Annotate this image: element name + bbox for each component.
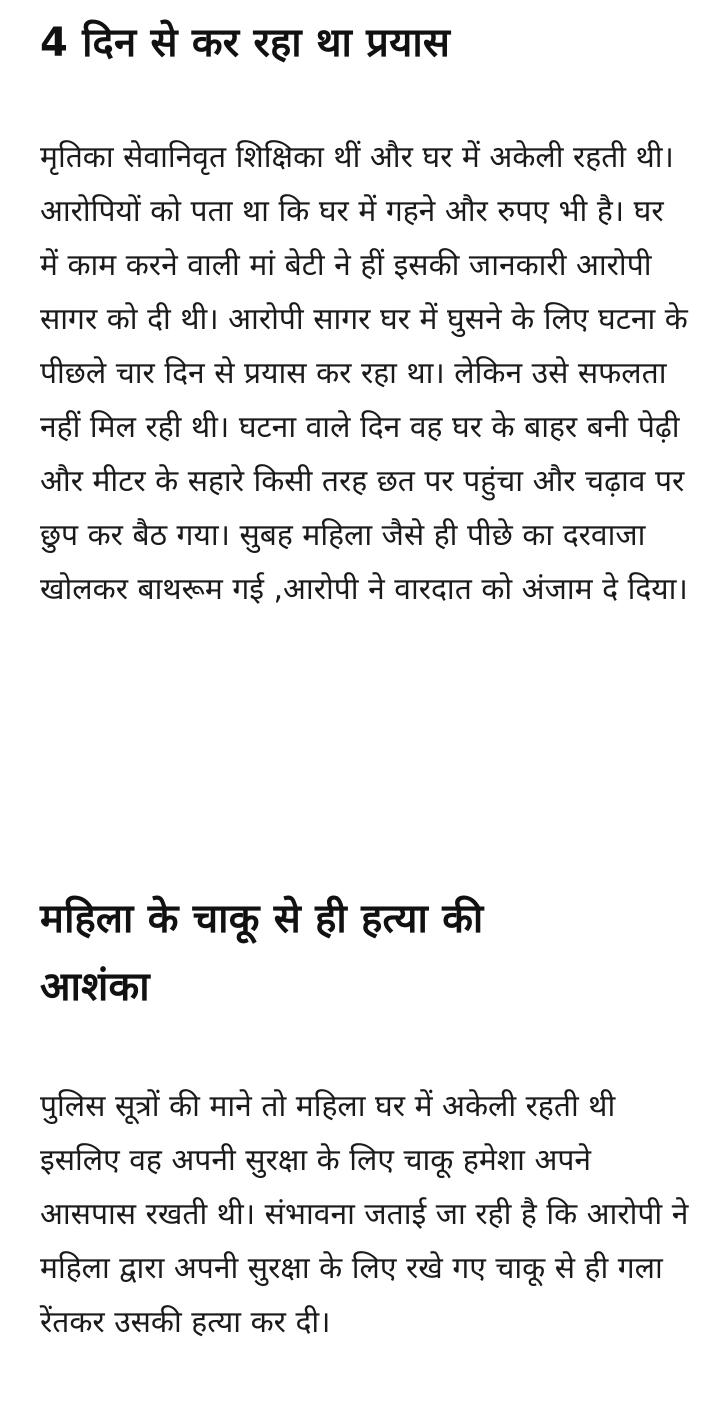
section-paragraph-knife: पुलिस सूत्रों की माने तो महिला घर में अकेली रहती थी इसलिए वह अपनी सुरक्षा के लिए चाकू हमेशा अपने आसपास रखती थी। संभावना जताई जा रही है कि आरोपी ने महिला द्वारा अपनी सुरक्षा के लिए रखे गए चाकू से ही गला रेंतकर उसकी हत्या कर दी। — [40, 1089, 689, 1340]
section-paragraph-attempt: मृतिका सेवानिवृत शिक्षिका थीं और घर में अकेली रहती थी। आरोपियों को पता था कि घर में गहने और रुपए भी है। घर में काम करने वाली मां बेटी ने हीं इसकी जानकारी आरोपी सागर को दी थी। आरोपी सागर घर में घुसने के लिए घटना के पीछले चार दिन से प्रयास कर रहा था। लेकिन उसे सफलता नहीं मिल रही थी। घटना वाले दिन वह घर के बाहर बनी पेढ़ी और मीटर के सहारे किसी तरह छत पर पहुंचा और चढ़ाव पर छुप कर बैठ गया। सुबह महिला जैसे ही पीछे का दरवाजा खोलकर बाथरूम गई ,आरोपी ने वारदात को अंजाम दे दिया। — [40, 140, 688, 607]
section-heading-knife: महिला के चाकू से ही हत्या की आशंका — [40, 896, 484, 1010]
section-heading-attempt: 4 दिन से कर रहा था प्रयास — [40, 20, 451, 66]
